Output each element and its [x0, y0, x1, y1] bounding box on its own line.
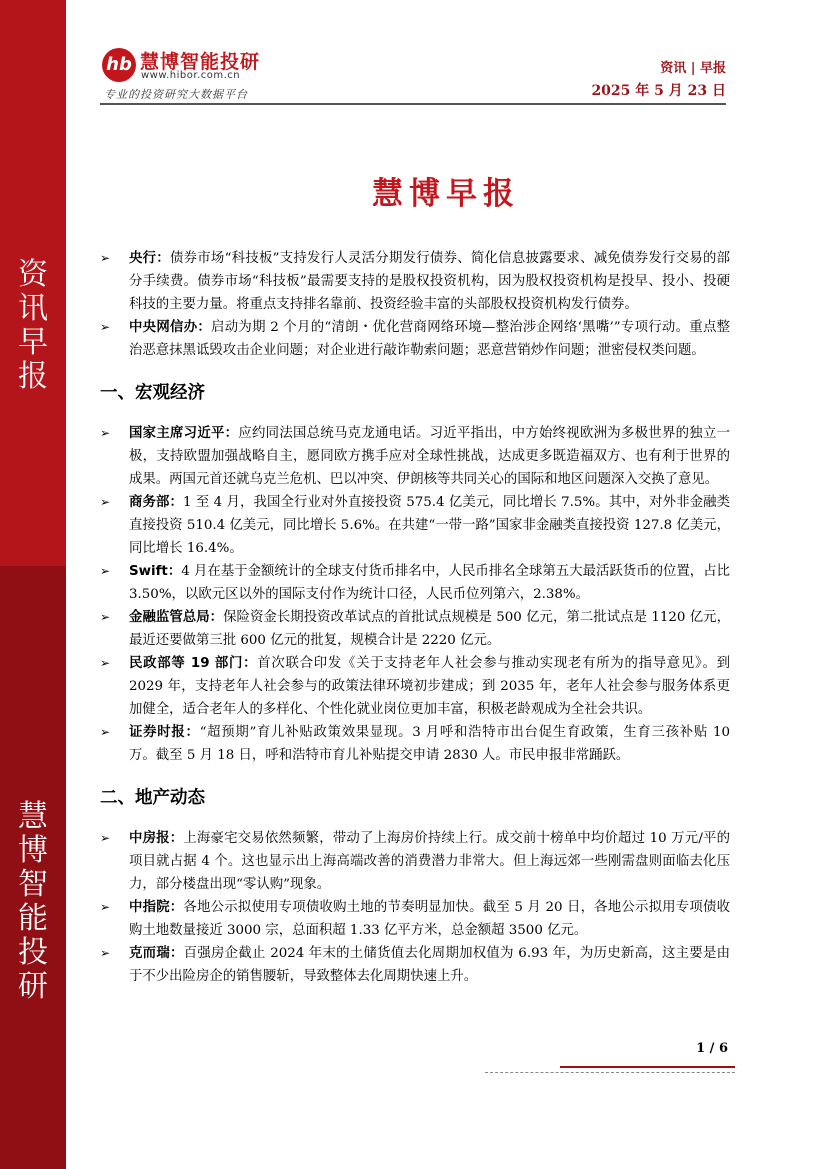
- sidebar-label-bottom: [0, 800, 66, 1004]
- arrow-bullet-icon: ➢: [100, 320, 111, 334]
- arrow-bullet-icon: ➢: [100, 495, 111, 509]
- sidebar-char: 投: [18, 935, 48, 970]
- list-item: [100, 652, 730, 721]
- arrow-bullet-icon: ➢: [100, 831, 111, 845]
- arrow-bullet-icon: ➢: [100, 610, 111, 624]
- sidebar-char: 资: [18, 257, 48, 292]
- section-heading: 二、地产动态: [100, 788, 205, 808]
- list-item: [100, 721, 730, 767]
- logo-url: www.hibor.com.cn: [141, 70, 241, 81]
- item-text: 百强房企截止 2024 年末的土储货值去化周期加权值为 6.93 年，为历史新高，这主要是由于不少出险房企的销售腰斩，导致整体去化周期快速上升。: [129, 946, 731, 984]
- item-text: 4 月在基于金额统计的全球支付货币排名中，人民币排名全球第五大最活跃货币的位置，占比 3.50%，以欧元区以外的国际支付作为统计口径，人民币位列第六，2.38%。: [129, 564, 730, 602]
- report-body: [100, 247, 730, 988]
- item-label: 民政部等 19 部门：: [129, 656, 258, 671]
- item-text: 各地公示拟使用专项债收购土地的节奏明显加快。截至 5 月 20 日，各地公示拟用专项债收购土地数量接近 3000 宗，总面积超 1.33 亿平方米，总金额超 3500 亿元。: [129, 900, 730, 938]
- slogan: 专业的投资研究大数据平台: [104, 88, 248, 101]
- list-item: [100, 942, 730, 988]
- item-text: 上海豪宅交易依然频繁，带动了上海房价持续上行。成交前十榜单中均价超过 10 万元/平的项目就占据 4 个。这也显示出上海高端改善的消费潜力非常大。但上海远郊一些刚需盘则面临去化压力，部分楼盘出现“零认购”现象。: [129, 831, 731, 892]
- item-label: 中房报：: [129, 831, 184, 846]
- sidebar-char: 讯: [18, 291, 48, 326]
- arrow-bullet-icon: ➢: [100, 725, 111, 739]
- item-text: 应约同法国总统马克龙通电话。习近平指出，中方始终视欧洲为多极世界的独立一极，支持欧盟加强战略自主，愿同欧方携手应对全球性挑战，达成更多既造福双方、也有利于世界的成果。两国元首还就乌克兰危机、巴以冲突、伊朗核等共同关心的国际和地区问题深入交换了意见。: [129, 426, 731, 487]
- item-text: 1 至 4 月，我国全行业对外直接投资 575.4 亿美元，同比增长 7.5%。其中，对外非金融类直接投资 510.4 亿美元，同比增长 5.6%。在共建“一带一路”国家非金融类直接投资 127.8 亿美元，同比增长 16.4%。: [129, 495, 731, 556]
- arrow-bullet-icon: ➢: [100, 946, 111, 960]
- list-item: [100, 491, 730, 560]
- list-item: [100, 827, 730, 896]
- arrow-bullet-icon: ➢: [100, 564, 111, 578]
- item-text: 债券市场“科技板”支持发行人灵活分期发行债券、简化信息披露要求、减免债券发行交易的部分手续费。债券市场“科技板”最需要支持的是股权投资机构，因为股权投资机构是投早、投小、投硬科技的主要力量。将重点支持排名靠前、投资经验丰富的头部股权投资机构发行债券。: [129, 251, 730, 312]
- list-item: [100, 316, 730, 362]
- sidebar: [0, 0, 66, 1169]
- item-text: 首次联合印发《关于支持老年人社会参与推动实现老有所为的指导意见》。到 2029 年，支持老年人社会参与的政策法律环境初步建成；到 2035 年，老年人社会参与服务体系更加健全，适合老年人的多样化、个性化就业岗位更加丰富，积极老龄观成为全社会共识。: [129, 656, 730, 717]
- page-number: 1 / 6: [696, 1041, 728, 1056]
- item-label: 金融监管总局：: [129, 610, 224, 625]
- page-title: 慧博早报: [372, 176, 520, 212]
- item-label: 中指院：: [129, 900, 184, 915]
- sidebar-char: 慧: [18, 799, 48, 834]
- report-category: 资讯 | 早报: [660, 61, 726, 76]
- sidebar-char: 能: [18, 901, 48, 936]
- logo-name: 慧博智能投研: [140, 51, 261, 73]
- sidebar-char: 早: [18, 325, 48, 360]
- footer-dashed-line: [485, 1072, 735, 1073]
- item-text: 启动为期 2 个月的“清朗・优化营商网络环境—整治涉企网络‘黑嘴’”专项行动。重点整治恶意抹黑诋毁攻击企业问题；对企业进行敲诈勒索问题；恶意营销炒作问题；泄密侵权类问题。: [129, 320, 731, 358]
- list-item: [100, 606, 730, 652]
- item-label: 国家主席习近平：: [129, 426, 239, 441]
- list-item: [100, 422, 730, 491]
- arrow-bullet-icon: ➢: [100, 426, 111, 440]
- item-label: 央行：: [129, 251, 170, 266]
- list-item: [100, 896, 730, 942]
- item-text: 保险资金长期投资改革试点的首批试点规模是 500 亿元，第二批试点是 1120 亿元，最近还要做第三批 600 亿元的批复，规模合计是 2220 亿元。: [129, 610, 730, 648]
- sidebar-char: 研: [18, 969, 48, 1004]
- arrow-bullet-icon: ➢: [100, 656, 111, 670]
- item-label: 中央网信办：: [129, 320, 212, 335]
- footer-accent-line: [560, 1066, 735, 1068]
- logo-icon: hb: [102, 48, 136, 82]
- header-meta: [591, 60, 726, 102]
- arrow-bullet-icon: ➢: [100, 251, 111, 265]
- sidebar-char: 智: [18, 867, 48, 902]
- list-item: [100, 560, 730, 606]
- list-item: [100, 247, 730, 316]
- item-label: 商务部：: [129, 495, 183, 510]
- sidebar-label-top: [0, 258, 66, 394]
- sidebar-char: 报: [18, 359, 48, 394]
- arrow-bullet-icon: ➢: [100, 900, 111, 914]
- item-text: “超预期”育儿补贴政策效果显现。3 月呼和浩特市出台促生育政策，生育三孩补贴 10 万。截至 5 月 18 日，呼和浩特市育儿补贴提交申请 2830 人。市民申报非常踊跃。: [129, 725, 730, 763]
- item-label: Swift：: [129, 564, 182, 579]
- header-divider: [100, 103, 726, 105]
- item-label: 克而瑞：: [129, 946, 184, 961]
- item-label: 证券时报：: [129, 725, 200, 740]
- report-date: 2025 年 5 月 23 日: [591, 83, 726, 99]
- sidebar-char: 博: [18, 833, 48, 868]
- section-heading: 一、宏观经济: [100, 383, 205, 403]
